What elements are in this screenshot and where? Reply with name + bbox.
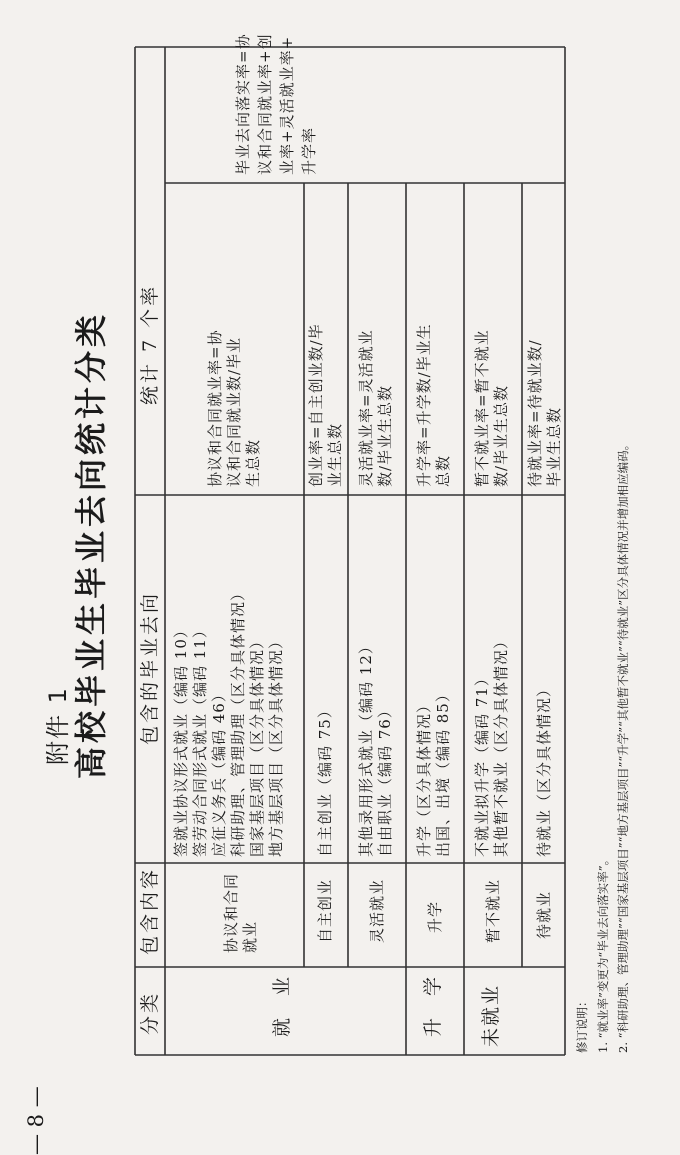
header-category: 分类: [139, 990, 161, 1035]
header-destinations: 包含的毕业去向: [139, 590, 161, 745]
group-not-employed: 未就业: [480, 983, 502, 1047]
content-flexible-employment: 灵活就业: [368, 878, 386, 943]
revision-note-2: 2. “科研助理、管理助理”“国家基层项目”“地方基层项目”“升学”“其他暂不就业”“待就业”区分具体情况并增加相应编码。: [616, 438, 630, 1053]
stat-destination-implementation-rate: 毕业去向落实率=协 议和合同就业率+创 业率+灵活就业率+ 升学率: [234, 33, 318, 175]
content-further-study: 升学: [426, 900, 444, 933]
group-employment: 就 业: [271, 968, 293, 1037]
content-temporarily-not-employed: 暂不就业: [484, 878, 502, 943]
destinations-self-employment: 自主创业（编码 75）: [316, 702, 334, 857]
stat-awaiting-employment-rate: 待就业率=待就业数/ 毕业生总数: [526, 339, 563, 487]
content-awaiting-employment: 待就业: [535, 890, 553, 939]
revision-notes-heading: 修订说明：: [575, 995, 589, 1053]
header-stats: 统计 7 个率: [139, 283, 161, 405]
stat-flexible-employment-rate: 灵活就业率=灵活就业 数/毕业生总数: [357, 329, 394, 487]
content-agreement-employment: 协议和合同 就业: [222, 872, 259, 953]
destinations-temporarily-not-employed: 不就业拟升学（编码 71） 其他暂不就业（区分具体情况）: [473, 632, 510, 857]
destinations-flexible-employment: 其他录用形式就业（编码 12） 自由职业（编码 76）: [357, 638, 394, 857]
stat-agreement-employment-rate: 协议和合同就业率=协 议和合同就业数/毕业 生总数: [206, 329, 262, 487]
destinations-further-study: 升学（区分具体情况） 出国、出境（编码 85）: [415, 686, 452, 857]
stat-startup-rate: 创业率=自主创业数/毕 业生总数: [307, 323, 344, 487]
stat-further-study-rate: 升学率=升学数/毕业生 总数: [415, 323, 452, 487]
group-further-study: 升 学: [422, 968, 444, 1037]
document-title: 高校毕业生毕业去向统计分类: [72, 310, 110, 779]
content-self-employment: 自主创业: [316, 878, 334, 943]
page-number: — 8 —: [24, 1086, 48, 1155]
header-content: 包含内容: [139, 866, 161, 955]
annex-label: 附件 1: [44, 686, 72, 765]
revision-note-1: 1. “就业率”变更为“毕业去向落实率”。: [596, 853, 610, 1053]
destinations-agreement-employment: 签就业协议形式就业（编码 10） 签劳动合同形式就业（编码 11） 应征义务兵（编码 46） 科研助理、管理助理（区分具体情况） 国家基层项目（区分具体情况） 地方基层项目（区分具体情况）: [172, 584, 285, 857]
destinations-awaiting-employment: 待就业（区分具体情况）: [535, 680, 553, 857]
stat-temporarily-not-employed-rate: 暂不就业率=暂不就业 数/毕业生总数: [473, 329, 510, 487]
